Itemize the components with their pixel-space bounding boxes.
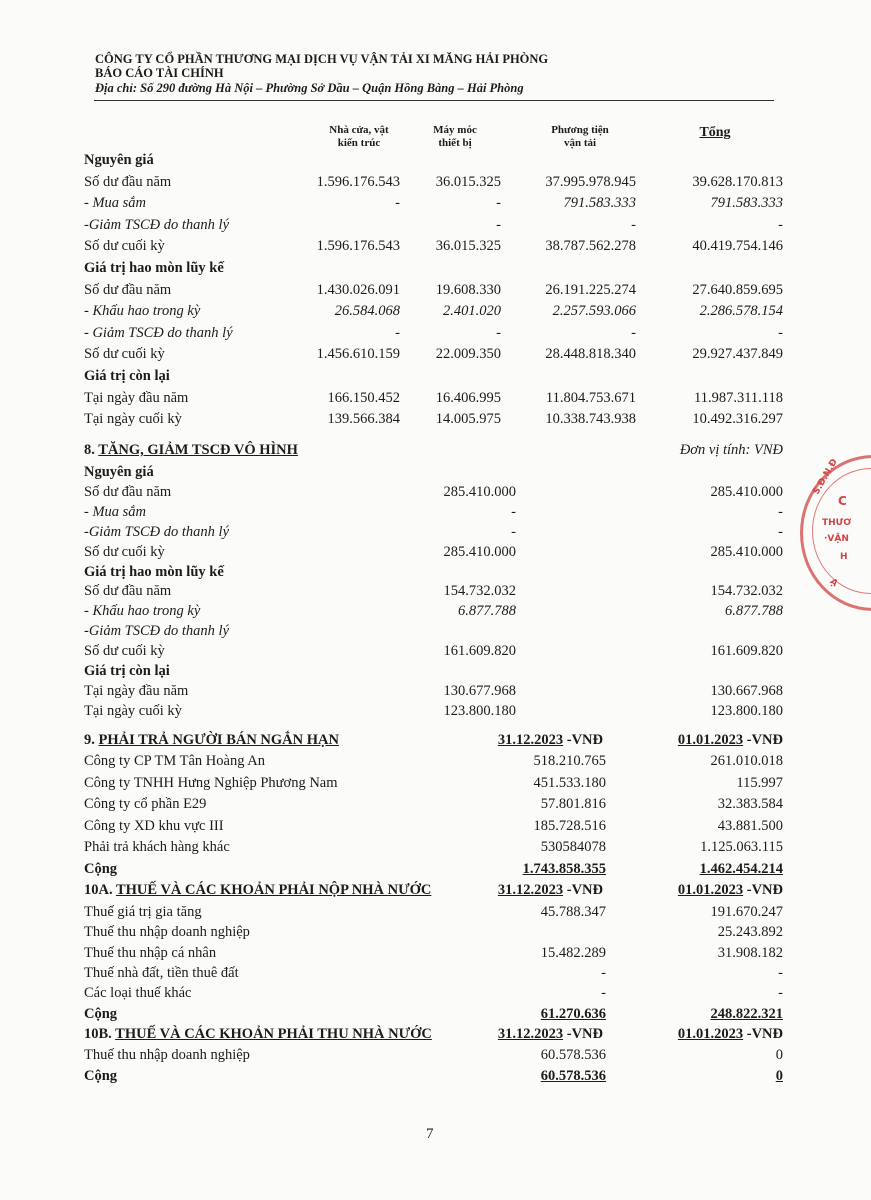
cell-value-total: - bbox=[778, 503, 783, 520]
cell-value-assets: - bbox=[511, 503, 516, 520]
seal-text-bottom: Ạ bbox=[827, 576, 840, 590]
cell-value: 1.430.026.091 bbox=[316, 281, 400, 298]
seal-text-top: S.Đ.N.Đ bbox=[811, 457, 840, 497]
section-9-heading: PHẢI TRẢ NGƯỜI BÁN NGẮN HẠN bbox=[98, 732, 339, 748]
section-10b-col1-date: 31.12.2023 bbox=[497, 1026, 564, 1042]
total-current: 60.578.536 bbox=[540, 1068, 606, 1084]
row-label: Giá trị hao mòn lũy kế bbox=[84, 563, 224, 580]
cell-value-total: 123.800.180 bbox=[710, 702, 783, 719]
cell-value: - bbox=[496, 324, 501, 341]
company-address: Địa chỉ: Số 290 đường Hà Nội – Phường Sở Dầu – Quận Hồng Bàng – Hải Phòng bbox=[95, 81, 524, 95]
cell-value-prior: - bbox=[778, 964, 783, 981]
cell-value-current: 518.210.765 bbox=[533, 753, 606, 769]
total-prior: 0 bbox=[775, 1068, 783, 1084]
section-10b-col2-date: 01.01.2023 bbox=[677, 1026, 744, 1042]
row-label: Số dư đầu năm bbox=[84, 173, 172, 190]
section-9-col2-date: 01.01.2023 bbox=[677, 732, 744, 748]
cell-value-current: 451.533.180 bbox=[533, 774, 606, 791]
cell-value: - bbox=[778, 216, 783, 233]
cell-value: - bbox=[778, 324, 783, 341]
cell-value-assets: 285.410.000 bbox=[443, 543, 516, 560]
cell-value-prior: 25.243.892 bbox=[717, 924, 783, 941]
cell-value-prior: 115.997 bbox=[736, 774, 783, 791]
row-label: Tại ngày đầu năm bbox=[84, 389, 189, 406]
report-title: BÁO CÁO TÀI CHÍNH bbox=[95, 66, 224, 80]
row-label: Phải trả khách hàng khác bbox=[84, 839, 230, 855]
seal-text-van: ·VẬN bbox=[824, 534, 849, 544]
section-10b-col2-unit: -VNĐ bbox=[743, 1026, 783, 1042]
section-9-col1-unit: -VNĐ bbox=[563, 732, 603, 748]
cell-value: 11.987.311.118 bbox=[693, 389, 783, 406]
cell-value: 37.995.978.945 bbox=[545, 173, 636, 190]
section-9-col2-header bbox=[678, 732, 783, 749]
cell-value: 791.583.333 bbox=[710, 195, 783, 212]
row-label: Tại ngày đầu năm bbox=[84, 682, 189, 699]
section-9-col2-unit: -VNĐ bbox=[743, 732, 783, 748]
cell-value: 2.401.020 bbox=[443, 303, 501, 320]
cell-value-total: 285.410.000 bbox=[710, 543, 783, 560]
section-10a-title bbox=[84, 882, 431, 899]
row-label: Các loại thuế khác bbox=[84, 985, 192, 1002]
cell-value-current: 15.482.289 bbox=[540, 944, 606, 961]
cell-value: 10.492.316.297 bbox=[692, 411, 783, 428]
cell-value: 19.608.330 bbox=[435, 281, 501, 298]
cell-value: - bbox=[496, 216, 501, 233]
cell-value-total: 6.877.788 bbox=[725, 603, 783, 620]
section-10b-col2-header bbox=[678, 1026, 783, 1043]
cell-value-current: 530584078 bbox=[540, 839, 606, 855]
company-name: CÔNG TY CỔ PHẦN THƯƠNG MẠI DỊCH VỤ VẬN TẢI XI MĂNG HẢI PHÒNG bbox=[95, 52, 549, 66]
cell-value: 40.419.754.146 bbox=[692, 238, 783, 255]
section-9-title bbox=[84, 732, 339, 749]
section-8-title bbox=[84, 442, 298, 459]
cell-value: - bbox=[631, 216, 636, 233]
cell-value-total: - bbox=[778, 523, 783, 540]
row-label: Số dư cuối kỳ bbox=[84, 643, 165, 660]
col-header-buildings: Nhà cửa, vật kiến trúc bbox=[329, 124, 389, 149]
cell-value-current: - bbox=[601, 985, 606, 1002]
total-prior: 1.462.454.214 bbox=[699, 860, 783, 877]
cell-value-prior: 261.010.018 bbox=[710, 753, 783, 769]
cell-value: 36.015.325 bbox=[435, 173, 501, 190]
cell-value-current: - bbox=[601, 964, 606, 981]
section-10b-col1-header bbox=[498, 1026, 603, 1043]
section-10a-col2-unit: -VNĐ bbox=[743, 882, 783, 898]
row-label: Thuế giá trị gia tăng bbox=[84, 904, 202, 920]
total-label: Cộng bbox=[84, 860, 118, 877]
cell-value: 1.596.176.543 bbox=[316, 173, 400, 190]
row-label: Số dư cuối kỳ bbox=[84, 543, 165, 560]
seal-text-c: C bbox=[838, 494, 847, 508]
row-label: - Mua sắm bbox=[84, 195, 147, 212]
section-9-col1-header bbox=[498, 732, 603, 749]
cell-value-prior: - bbox=[778, 985, 783, 1002]
row-label: Giá trị còn lại bbox=[84, 663, 170, 679]
seal-text-h: H bbox=[840, 552, 848, 562]
section-9-col1-date: 31.12.2023 bbox=[497, 732, 564, 748]
section-10b-heading: THUẾ VÀ CÁC KHOẢN PHẢI THU NHÀ NƯỚC bbox=[115, 1026, 432, 1042]
cell-value-prior: 31.908.182 bbox=[717, 944, 783, 961]
cell-value-assets: 123.800.180 bbox=[443, 702, 516, 719]
cell-value-total: 161.609.820 bbox=[710, 643, 783, 660]
cell-value: - bbox=[631, 324, 636, 341]
row-label: Công ty CP TM Tân Hoàng An bbox=[84, 753, 265, 769]
cell-value: 27.640.859.695 bbox=[692, 281, 783, 298]
section-10a-number: 10A. bbox=[84, 882, 113, 898]
row-label: Giá trị còn lại bbox=[84, 368, 170, 384]
cell-value-assets: 285.410.000 bbox=[443, 483, 516, 500]
section-10a-col1-date: 31.12.2023 bbox=[497, 882, 564, 898]
cell-value-assets: 154.732.032 bbox=[443, 583, 516, 600]
cell-value: 22.009.350 bbox=[435, 346, 501, 363]
row-label: Tại ngày cuối kỳ bbox=[84, 702, 182, 719]
row-label: Thuế thu nhập doanh nghiệp bbox=[84, 1047, 250, 1063]
row-label: -Giảm TSCĐ do thanh lý bbox=[84, 623, 229, 640]
total-current: 1.743.858.355 bbox=[522, 860, 606, 877]
cell-value: 166.150.452 bbox=[327, 389, 400, 406]
total-current: 61.270.636 bbox=[540, 1005, 606, 1022]
section-10a-col2-header bbox=[678, 882, 783, 899]
section-10a-col2-date: 01.01.2023 bbox=[677, 882, 744, 898]
row-label: Thuế thu nhập cá nhân bbox=[84, 944, 217, 961]
total-label: Cộng bbox=[84, 1068, 118, 1084]
row-label: -Giảm TSCĐ do thanh lý bbox=[84, 216, 229, 233]
row-label: Số dư đầu năm bbox=[84, 281, 172, 298]
section-10b-number: 10B. bbox=[84, 1026, 112, 1042]
row-label: Công ty XD khu vực III bbox=[84, 817, 224, 834]
row-label: Nguyên giá bbox=[84, 152, 154, 168]
section-10b-title bbox=[84, 1026, 432, 1043]
total-prior: 248.822.321 bbox=[710, 1005, 783, 1022]
cell-value-prior: 191.670.247 bbox=[710, 904, 783, 920]
section-10a-col1-unit: -VNĐ bbox=[563, 882, 603, 898]
cell-value: 39.628.170.813 bbox=[692, 173, 783, 190]
cell-value: - bbox=[395, 195, 400, 212]
cell-value: 28.448.818.340 bbox=[545, 346, 636, 363]
row-label: Công ty cổ phần E29 bbox=[84, 796, 207, 812]
row-label: - Giảm TSCĐ do thanh lý bbox=[84, 324, 233, 341]
row-label: Thuế thu nhập doanh nghiệp bbox=[84, 924, 250, 941]
row-label: Số dư đầu năm bbox=[84, 483, 172, 500]
cell-value-total: 154.732.032 bbox=[710, 583, 783, 600]
page-number: 7 bbox=[426, 1126, 434, 1142]
section-10b-col1-unit: -VNĐ bbox=[563, 1026, 603, 1042]
cell-value: 14.005.975 bbox=[435, 411, 501, 428]
cell-value-current: 185.728.516 bbox=[533, 817, 606, 834]
cell-value: 791.583.333 bbox=[563, 195, 636, 212]
cell-value-total: 285.410.000 bbox=[710, 483, 783, 500]
cell-value-assets: 130.677.968 bbox=[443, 682, 516, 699]
cell-value-current: 60.578.536 bbox=[540, 1047, 606, 1063]
row-label: Số dư cuối kỳ bbox=[84, 238, 165, 255]
cell-value-prior: 32.383.584 bbox=[717, 796, 783, 812]
cell-value: 10.338.743.938 bbox=[545, 411, 636, 428]
total-label: Cộng bbox=[84, 1005, 118, 1022]
cell-value: 29.927.437.849 bbox=[692, 346, 783, 363]
cell-value: 2.257.593.066 bbox=[552, 303, 636, 320]
cell-value-current: 45.788.347 bbox=[540, 904, 606, 920]
header-divider bbox=[94, 100, 774, 101]
row-label: -Giảm TSCĐ do thanh lý bbox=[84, 523, 229, 540]
cell-value: - bbox=[496, 195, 501, 212]
cell-value: 11.804.753.671 bbox=[545, 389, 636, 406]
cell-value: 26.584.068 bbox=[334, 303, 400, 320]
row-label: Giá trị hao mòn lũy kế bbox=[84, 260, 224, 276]
section-10a-heading: THUẾ VÀ CÁC KHOẢN PHẢI NỘP NHÀ NƯỚC bbox=[115, 882, 432, 898]
cell-value: 139.566.384 bbox=[327, 411, 400, 428]
section-10a-col1-header bbox=[498, 882, 603, 899]
cell-value-assets: - bbox=[511, 523, 516, 540]
cell-value: 16.406.995 bbox=[435, 389, 501, 406]
row-label: - Khấu hao trong kỳ bbox=[84, 303, 201, 320]
cell-value: 26.191.225.274 bbox=[545, 281, 636, 298]
cell-value-current: 57.801.816 bbox=[540, 796, 606, 812]
col-header-total: Tổng bbox=[699, 125, 731, 140]
row-label: Tại ngày cuối kỳ bbox=[84, 411, 182, 428]
section-9-number: 9. bbox=[84, 732, 95, 748]
cell-value: - bbox=[395, 324, 400, 341]
cell-value-prior: 43.881.500 bbox=[717, 817, 783, 834]
col-header-machinery: Máy móc thiết bị bbox=[433, 124, 477, 149]
unit-label: Đơn vị tính: VNĐ bbox=[679, 442, 783, 458]
cell-value-prior: 0 bbox=[775, 1047, 783, 1063]
cell-value: 2.286.578.154 bbox=[699, 303, 783, 320]
cell-value: 1.456.610.159 bbox=[316, 346, 400, 363]
row-label: - Khấu hao trong kỳ bbox=[84, 603, 201, 620]
cell-value-prior: 1.125.063.115 bbox=[700, 839, 783, 855]
row-label: Số dư đầu năm bbox=[84, 583, 172, 600]
cell-value: 38.787.562.278 bbox=[545, 238, 636, 255]
section-8-number: 8. bbox=[84, 442, 95, 458]
row-label: Nguyên giá bbox=[84, 464, 154, 480]
row-label: Công ty TNHH Hưng Nghiệp Phương Nam bbox=[84, 774, 338, 791]
row-label: Thuế nhà đất, tiền thuê đất bbox=[84, 964, 239, 981]
cell-value-total: 130.667.968 bbox=[710, 682, 783, 699]
row-label: - Mua sắm bbox=[84, 503, 147, 520]
section-8-heading: TĂNG, GIẢM TSCĐ VÔ HÌNH bbox=[98, 442, 298, 458]
cell-value: 36.015.325 bbox=[435, 238, 501, 255]
cell-value-assets: 6.877.788 bbox=[458, 603, 516, 620]
seal-text-thuong: THƯƠ bbox=[822, 518, 852, 528]
row-label: Số dư cuối kỳ bbox=[84, 346, 165, 363]
col-header-vehicles: Phương tiện vận tải bbox=[551, 124, 609, 149]
cell-value: 1.596.176.543 bbox=[316, 238, 400, 255]
cell-value-assets: 161.609.820 bbox=[443, 643, 516, 660]
